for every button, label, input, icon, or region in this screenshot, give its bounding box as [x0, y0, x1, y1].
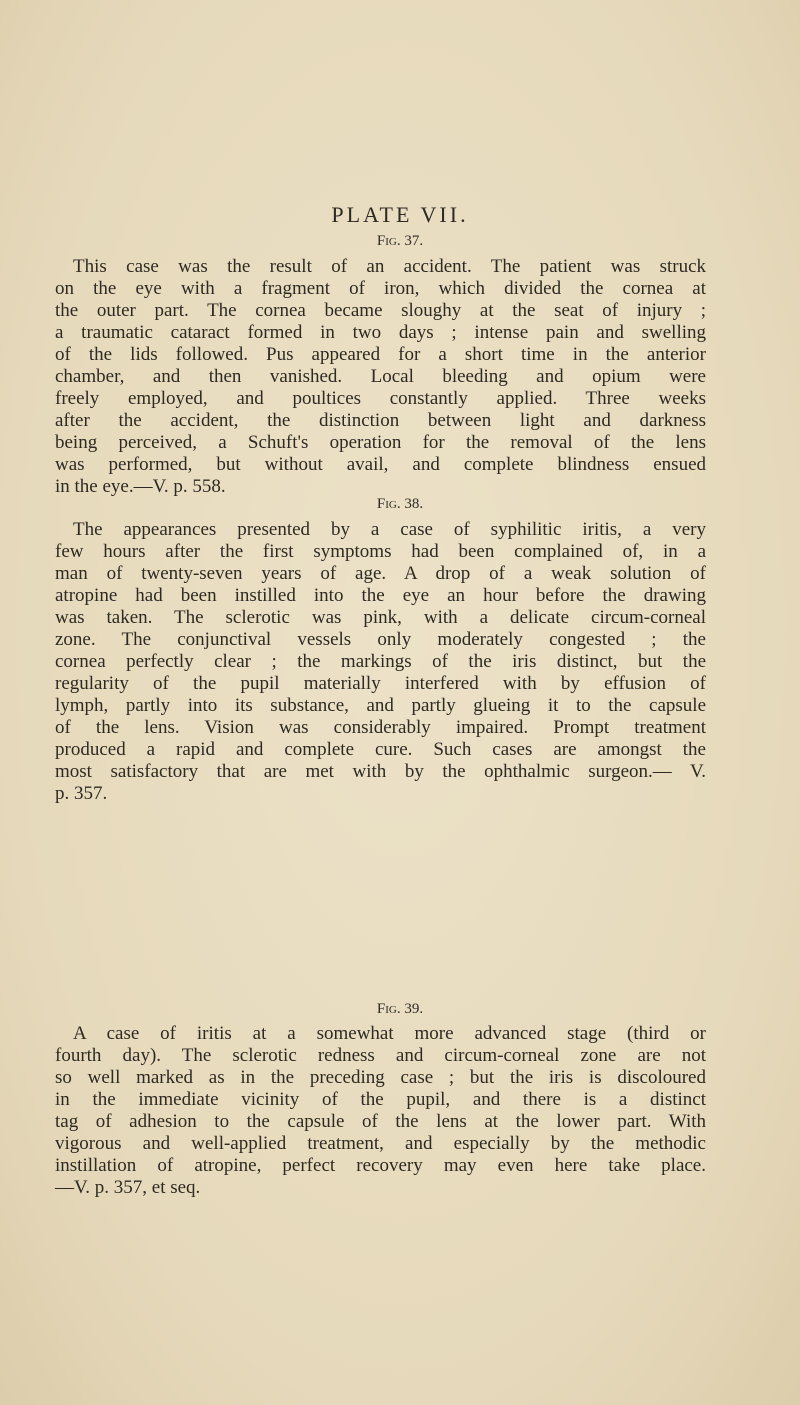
- text-line: instillation of atropine, perfect recovery may even here take place.: [55, 1155, 706, 1176]
- text-line: so well marked as in the preceding case ; but the iris is discoloured: [55, 1067, 706, 1088]
- text-line: lymph, partly into its substance, and partly glueing it to the capsule: [55, 695, 706, 716]
- text-line: tag of adhesion to the capsule of the lens at the lower part. With: [55, 1111, 706, 1132]
- text-line: p. 357.: [55, 783, 108, 804]
- text-line: most satisfactory that are met with by the ophthalmic surgeon.— V.: [55, 761, 706, 782]
- fig-38-paragraph: [55, 519, 706, 805]
- text-line: regularity of the pupil materially interfered with by effusion of: [55, 673, 706, 694]
- text-line: on the eye with a fragment of iron, which divided the cornea at: [55, 278, 706, 299]
- text-line: after the accident, the distinction between light and darkness: [55, 410, 706, 431]
- text-line: man of twenty-seven years of age. A drop of a weak solution of: [55, 563, 706, 584]
- text-line: chamber, and then vanished. Local bleeding and opium were: [55, 366, 706, 387]
- fig-37-paragraph: [55, 256, 706, 498]
- text-line: in the immediate vicinity of the pupil, and there is a distinct: [55, 1089, 706, 1110]
- text-line: The appearances presented by a case of syphilitic iritis, a very: [73, 519, 706, 540]
- text-line: in the eye.—V. p. 558.: [55, 476, 226, 497]
- fig-37-heading: Fig. 37.: [376, 233, 424, 249]
- text-line: cornea perfectly clear ; the markings of the iris distinct, but the: [55, 651, 706, 672]
- fig-38-heading: Fig. 38.: [376, 496, 424, 512]
- text-line: vigorous and well-applied treatment, and especially by the methodic: [55, 1133, 706, 1154]
- text-line: fourth day). The sclerotic redness and circum-corneal zone are not: [55, 1045, 706, 1066]
- text-line: produced a rapid and complete cure. Such cases are amongst the: [55, 739, 706, 760]
- text-line: the outer part. The cornea became sloughy at the seat of injury ;: [55, 300, 706, 321]
- text-line: —V. p. 357, et seq.: [55, 1177, 201, 1198]
- text-line: was taken. The sclerotic was pink, with a delicate circum-corneal: [55, 607, 706, 628]
- text-line: This case was the result of an accident. The patient was struck: [73, 256, 706, 277]
- fig-39-paragraph: [55, 1023, 706, 1199]
- text-line: A case of iritis at a somewhat more advanced stage (third or: [73, 1023, 706, 1044]
- text-line: being perceived, a Schuft's operation for the removal of the lens: [55, 432, 706, 453]
- text-line: a traumatic cataract formed in two days ; intense pain and swelling: [55, 322, 706, 343]
- text-line: zone. The conjunctival vessels only moderately congested ; the: [55, 629, 706, 650]
- text-line: few hours after the first symptoms had been complained of, in a: [55, 541, 706, 562]
- text-line: of the lens. Vision was considerably impaired. Prompt treatment: [55, 717, 706, 738]
- fig-39-heading: Fig. 39.: [376, 1001, 424, 1017]
- text-line: was performed, but without avail, and complete blindness ensued: [55, 454, 706, 475]
- plate-title: PLATE VII.: [331, 202, 469, 227]
- text-line: atropine had been instilled into the eye an hour before the drawing: [55, 585, 706, 606]
- text-line: of the lids followed. Pus appeared for a short time in the anterior: [55, 344, 706, 365]
- text-line: freely employed, and poultices constantly applied. Three weeks: [55, 388, 706, 409]
